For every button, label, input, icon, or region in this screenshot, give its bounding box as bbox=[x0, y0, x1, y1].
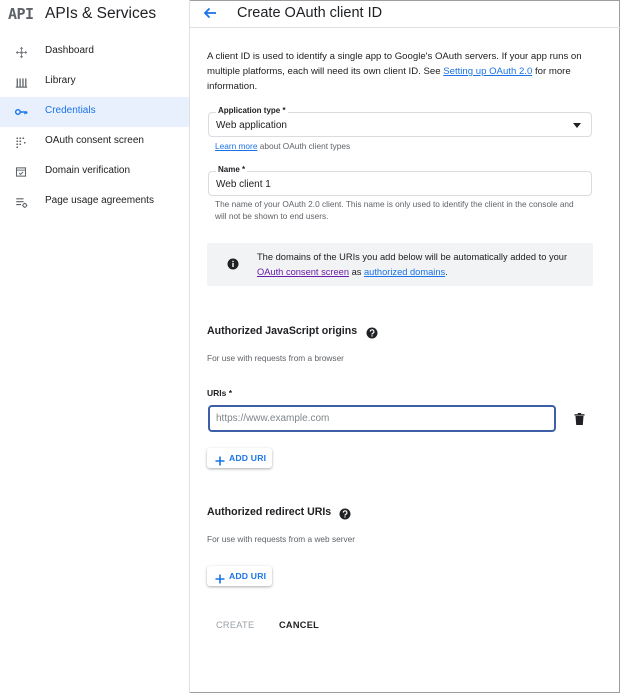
redirect-uris-subtitle: For use with requests from a web server bbox=[207, 534, 356, 544]
info-text-after: . bbox=[445, 267, 448, 277]
domain-verification-icon bbox=[13, 164, 29, 180]
uris-label: URIs * bbox=[207, 388, 233, 398]
key-icon bbox=[13, 104, 29, 120]
sidebar-item-label: Credentials bbox=[45, 105, 96, 116]
brand bbox=[0, 0, 190, 28]
add-uri-button-js[interactable] bbox=[207, 448, 272, 468]
intro-text-after: for more information. bbox=[207, 66, 571, 92]
js-origins-subtitle: For use with requests from a browser bbox=[207, 353, 344, 363]
sidebar bbox=[0, 0, 190, 693]
main-content bbox=[190, 28, 620, 693]
cancel-button[interactable]: CANCEL bbox=[279, 620, 320, 630]
name-field[interactable] bbox=[208, 165, 592, 196]
application-type-label: Application type * bbox=[218, 106, 286, 115]
intro-text-before: A client ID is used to identify a single app to Google's OAuth servers. If your app runs on multiple platforms, each will need its own client ID. See bbox=[207, 51, 582, 77]
info-text bbox=[257, 250, 577, 280]
learn-more-text bbox=[215, 141, 575, 153]
library-icon bbox=[13, 74, 29, 90]
plus-icon bbox=[215, 453, 225, 463]
sidebar-item-credentials[interactable] bbox=[0, 97, 189, 127]
sidebar-item-label: Library bbox=[45, 75, 76, 86]
dropdown-arrow-icon bbox=[573, 123, 581, 128]
consent-screen-icon bbox=[13, 134, 29, 150]
dashboard-icon bbox=[13, 44, 29, 60]
js-origins-title: Authorized JavaScript origins bbox=[207, 325, 358, 337]
application-type-value: Web application bbox=[216, 120, 287, 131]
name-value: Web client 1 bbox=[216, 179, 271, 190]
sidebar-item-page-usage[interactable] bbox=[0, 187, 189, 217]
back-arrow-icon[interactable] bbox=[202, 5, 220, 23]
plus-icon bbox=[215, 571, 225, 581]
learn-more-link[interactable]: Learn more bbox=[215, 141, 258, 151]
page-usage-icon bbox=[13, 194, 29, 210]
trash-icon[interactable] bbox=[574, 412, 586, 425]
learn-more-rest: about OAuth client types bbox=[257, 141, 351, 151]
add-uri-button-redirect[interactable] bbox=[207, 566, 272, 586]
authorized-domains-link[interactable]: authorized domains bbox=[364, 267, 446, 277]
name-hint: The name of your OAuth 2.0 client. This name is only used to identify the client in the console and will not be shown to end users. bbox=[215, 199, 574, 221]
redirect-uris-title: Authorized redirect URIs bbox=[207, 506, 332, 518]
sidebar-item-label: Page usage agreements bbox=[45, 195, 154, 206]
intro-text bbox=[207, 49, 597, 94]
uri-input[interactable] bbox=[208, 405, 556, 432]
add-uri-label: ADD URI bbox=[229, 453, 267, 463]
api-logo: API bbox=[8, 5, 34, 23]
sidebar-item-label: Domain verification bbox=[45, 165, 131, 176]
name-label: Name * bbox=[218, 165, 246, 174]
page-header bbox=[190, 0, 620, 28]
sidebar-item-dashboard[interactable] bbox=[0, 37, 189, 67]
create-button[interactable]: CREATE bbox=[216, 620, 255, 630]
info-text-before: The domains of the URIs you add below will be automatically added to your bbox=[257, 252, 568, 262]
help-icon[interactable] bbox=[366, 326, 378, 338]
setting-up-oauth-link[interactable]: Setting up OAuth 2.0 bbox=[443, 66, 533, 77]
sidebar-nav bbox=[0, 37, 189, 217]
sidebar-item-library[interactable] bbox=[0, 67, 189, 97]
sidebar-item-oauth-consent[interactable] bbox=[0, 127, 189, 157]
sidebar-item-domain-verification[interactable] bbox=[0, 157, 189, 187]
application-type-select[interactable] bbox=[208, 106, 592, 137]
sidebar-item-label: OAuth consent screen bbox=[45, 135, 144, 146]
help-icon[interactable] bbox=[339, 507, 351, 519]
oauth-consent-screen-link[interactable]: OAuth consent screen bbox=[257, 267, 349, 277]
app-title: APIs & Services bbox=[45, 5, 157, 22]
add-uri-label: ADD URI bbox=[229, 571, 267, 581]
info-icon bbox=[227, 257, 239, 269]
info-box bbox=[207, 243, 593, 286]
info-text-mid: as bbox=[349, 267, 364, 277]
sidebar-item-label: Dashboard bbox=[45, 45, 94, 56]
page-title: Create OAuth client ID bbox=[237, 5, 383, 21]
